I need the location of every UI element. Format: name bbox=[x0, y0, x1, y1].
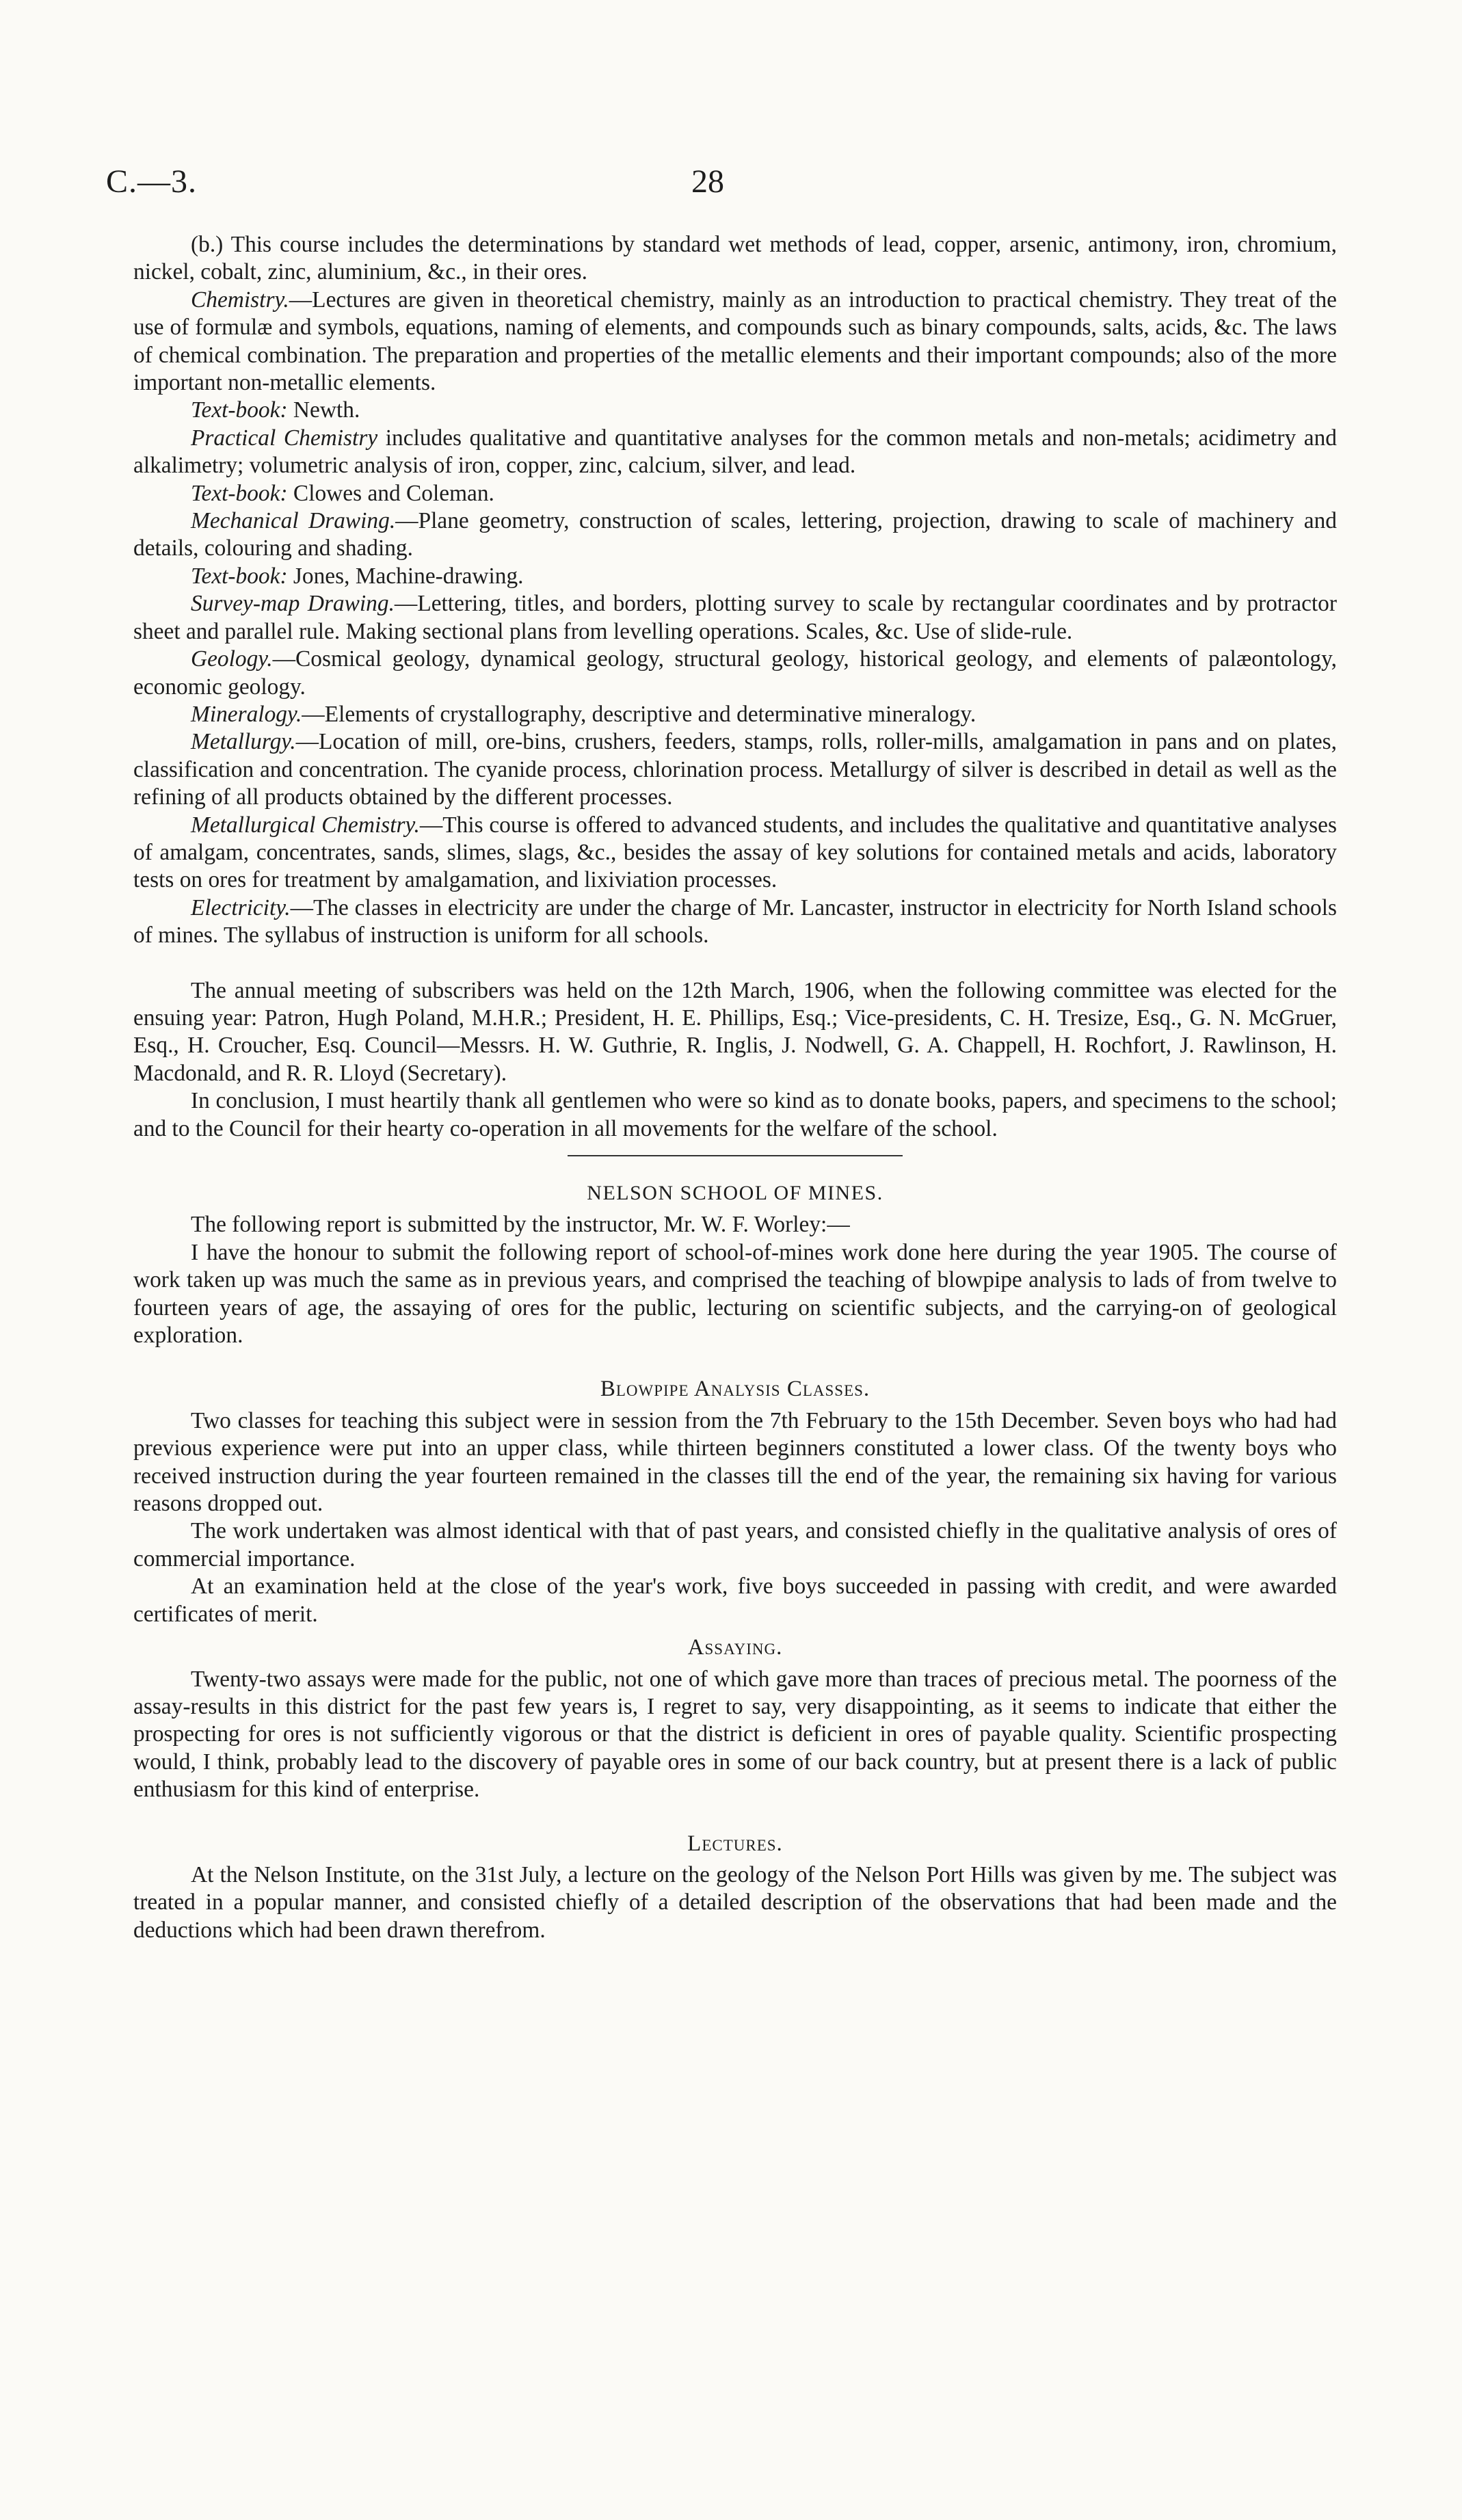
document-reference: C.—3. bbox=[106, 163, 198, 200]
paragraph: Chemistry.—Lectures are given in theoretical chemistry, mainly as an introduction to practical chemistry. They treat of the use of formulæ and symbols, equations, naming of elements, and compounds such as binary compounds, salts, acids, &c. The laws of chemical combination. The preparation and properties of the metallic elements and their important compounds; also of the more important non-metallic elements. bbox=[133, 287, 1337, 396]
spacer bbox=[133, 1349, 1337, 1370]
paragraph: Electricity.—The classes in electricity are under the charge of Mr. Lancaster, instructor in electricity for North Island schools of mines. The syllabus of instruction is uniform for all schools. bbox=[133, 894, 1337, 949]
paragraph: Geology.—Cosmical geology, dynamical geology, structural geology, historical geology, and elements of palæontology, economic geology. bbox=[133, 646, 1337, 700]
paragraph: Metallurgy.—Location of mill, ore-bins, crushers, feeders, stamps, rolls, roller-mills, amalgamation in pans and on plates, classification and concentration. The cyanide process, chlorination process. Metallurgy of silver is described in detail as well as the refining of all products obtained by the different processes. bbox=[133, 729, 1337, 810]
paragraph: Mechanical Drawing.—Plane geometry, construction of scales, lettering, projection, drawing to scale of machinery and details, colouring and shading. bbox=[133, 508, 1337, 561]
page-number: 28 bbox=[691, 163, 724, 200]
section-heading: Assaying. bbox=[687, 1635, 783, 1660]
section-heading: Blowpipe Analysis Classes. bbox=[600, 1377, 870, 1402]
paragraph: Text-book: Jones, Machine-drawing. bbox=[191, 563, 524, 589]
paragraph: Two classes for teaching this subject were in session from the 7th February to the 15th December. Seven boys who had had previous experience were put into an upper class, while thirteen beginners constituted a lower class. Of the twenty boys who received instruction during the year fourteen remained in the classes till the end of the year, the remaining six having for various reasons dropped out. bbox=[133, 1407, 1337, 1517]
paragraph: Practical Chemistry includes qualitative and quantitative analyses for the common metals and non-metals; acidimetry and alkalimetry; volumetric analysis of iron, copper, zinc, calcium, silver, and lead. bbox=[133, 425, 1337, 479]
paragraph: The work undertaken was almost identical with that of past years, and consisted chiefly in the qualitative analysis of ores of commercial importance. bbox=[133, 1518, 1337, 1571]
paragraph: Text-book: Newth. bbox=[191, 397, 360, 423]
paragraph: Metallurgical Chemistry.—This course is offered to advanced students, and includes the qualitative and quantitative analyses of amalgam, concentrates, sands, slimes, slags, &c., besides the assay of key solutions for contained metals and acids, laboratory tests on ores for treatment by amalgamation, and lixiviation processes. bbox=[133, 812, 1337, 893]
paragraph: At an examination held at the close of the year's work, five boys succeeded in passing with credit, and were awarded certificates of merit. bbox=[133, 1574, 1337, 1627]
section-divider bbox=[568, 1155, 903, 1156]
section-heading: Lectures. bbox=[687, 1831, 783, 1856]
paragraph: The following report is submitted by the instructor, Mr. W. F. Worley:— bbox=[191, 1212, 850, 1238]
paragraph: Twenty-two assays were made for the public, not one of which gave more than traces of precious metal. The poorness of the assay-results in this district for the past few years is, I regret to say, very disappointing, as it seems to indicate that either the prospecting for ores is not sufficiently vigorous or that the district is deficient in ores of payable quality. Scientific prospecting would, I think, probably lead to the discovery of payable ores in some of our back country, but at present there is a lack of public enthusiasm for this kind of enterprise. bbox=[133, 1666, 1337, 1803]
paragraph: The annual meeting of subscribers was held on the 12th March, 1906, when the following committee was elected for the ensuing year: Patron, Hugh Poland, M.H.R.; President, H. E. Phillips, Esq.; Vice-presidents, C. H. Tresize, Esq., G. N. McGruer, Esq., H. Croucher, Esq. Council—Messrs. H. W. Guthrie, R. Inglis, J. Nodwell, G. A. Chappell, H. Rochfort, J. Rawlinson, H. Macdonald, and R. R. Lloyd (Secretary). bbox=[133, 977, 1337, 1086]
paragraph: In conclusion, I must heartily thank all gentlemen who were so kind as to donate books, papers, and specimens to the school; and to the Council for their hearty co-operation in all movements for the welfare of the school. bbox=[133, 1088, 1337, 1141]
paragraph: (b.) This course includes the determinations by standard wet methods of lead, copper, arsenic, antimony, iron, chromium, nickel, cobalt, zinc, aluminium, &c., in their ores. bbox=[133, 232, 1337, 285]
page-body bbox=[133, 231, 1337, 1944]
paragraph: Mineralogy.—Elements of crystallography, descriptive and determinative mineralogy. bbox=[191, 701, 976, 727]
paragraph: I have the honour to submit the following report of school-of-mines work done here during the year 1905. The course of work taken up was much the same as in previous years, and comprised the teaching of blowpipe analysis to lads of from twelve to fourteen years of age, the assaying of ores for the public, lecturing on scientific subjects, and the carrying-on of geological exploration. bbox=[133, 1239, 1337, 1349]
spacer bbox=[133, 1804, 1337, 1825]
paragraph: At the Nelson Institute, on the 31st July, a lecture on the geology of the Nelson Port Hills was given by me. The subject was treated in a popular manner, and consisted chiefly of a detailed description of the observations that had been made and the deductions which had been drawn therefrom. bbox=[133, 1861, 1337, 1943]
paragraph: Survey-map Drawing.—Lettering, titles, and borders, plotting survey to scale by rectangular coordinates and by protractor sheet and parallel rule. Making sectional plans from levelling operations. Scales, &c. Use of slide-rule. bbox=[133, 591, 1337, 644]
page-header bbox=[106, 163, 1351, 211]
paragraph: Text-book: Clowes and Coleman. bbox=[191, 480, 494, 506]
spacer bbox=[133, 950, 1337, 977]
section-heading: NELSON SCHOOL OF MINES. bbox=[587, 1182, 883, 1204]
